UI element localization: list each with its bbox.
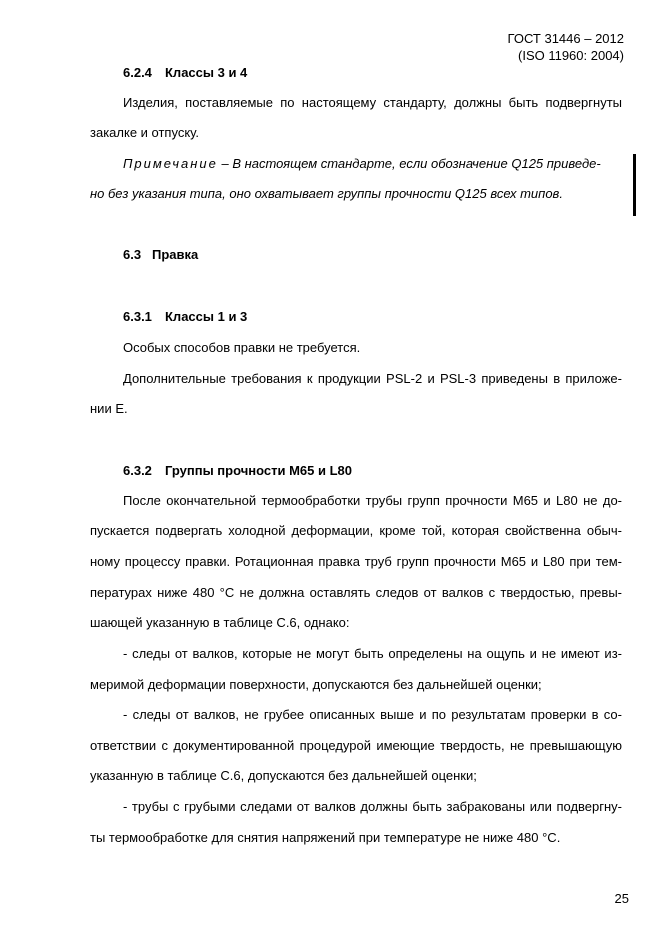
section-number: 6.3: [123, 247, 142, 262]
paragraph-line: Изделия, поставляемые по настоящему стандарту, должны быть подвергнуты: [123, 95, 622, 110]
note-text: – В настоящем стандарте, если обозначение Q125 приведе-: [217, 156, 601, 171]
section-number: 6.3.2: [123, 463, 152, 478]
section-heading-6-2-4: [123, 65, 247, 80]
section-title: Классы 1 и 3: [165, 309, 248, 324]
paragraph-line: шающей указанную в таблице С.6, однако:: [90, 615, 350, 630]
paragraph-line: нии Е.: [90, 401, 128, 416]
standard-designation: ГОСТ 31446 – 2012: [507, 31, 624, 46]
page-number: 25: [614, 891, 629, 906]
note-label: Примечание: [123, 156, 218, 171]
paragraph-line: Особых способов правки не требуется.: [123, 340, 361, 355]
section-number: 6.3.1: [123, 309, 152, 324]
section-title: Группы прочности М65 и L80: [165, 463, 352, 478]
change-bar: [633, 154, 636, 216]
list-item-line: - следы от валков, не грубее описанных выше и по результатам проверки в со-: [123, 707, 622, 722]
iso-reference: (ISO 11960: 2004): [518, 48, 624, 63]
section-heading-6-3-2: [123, 463, 352, 478]
paragraph-line: пускается подвергать холодной деформации, кроме той, которая свойственна обыч-: [90, 523, 622, 538]
section-number: 6.2.4: [123, 65, 152, 80]
section-heading-6-3: [123, 247, 198, 262]
section-title: Классы 3 и 4: [165, 65, 248, 80]
paragraph-line: пературах ниже 480 °С не должна оставлять следов от валков с твердостью, превы-: [90, 585, 622, 600]
paragraph-line: Дополнительные требования к продукции PSL-2 и PSL-3 приведены в приложе-: [123, 371, 622, 386]
note-line: но без указания типа, оно охватывает группы прочности Q125 всех типов.: [90, 186, 563, 201]
list-item-line: - следы от валков, которые не могут быть определены на ощупь и не имеют из-: [123, 646, 622, 661]
paragraph-line: закалке и отпуску.: [90, 125, 199, 140]
list-item-line: указанную в таблице С.6, допускаются без дальнейшей оценки;: [90, 768, 477, 783]
paragraph-line: После окончательной термообработки трубы групп прочности М65 и L80 не до-: [123, 493, 622, 508]
list-item-line: ответствии с документированной процедурой имеющие твердость, не превышающую: [90, 738, 622, 753]
note-line: [123, 156, 622, 171]
section-heading-6-3-1: [123, 309, 247, 324]
paragraph-line: ному процессу правки. Ротационная правка труб групп прочности М65 и L80 при тем-: [90, 554, 622, 569]
section-title: Правка: [152, 247, 199, 262]
list-item-line: меримой деформации поверхности, допускаются без дальнейшей оценки;: [90, 677, 542, 692]
list-item-line: ты термообработке для снятия напряжений при температуре не ниже 480 °С.: [90, 830, 561, 845]
list-item-line: - трубы с грубыми следами от валков должны быть забракованы или подвергну-: [123, 799, 622, 814]
